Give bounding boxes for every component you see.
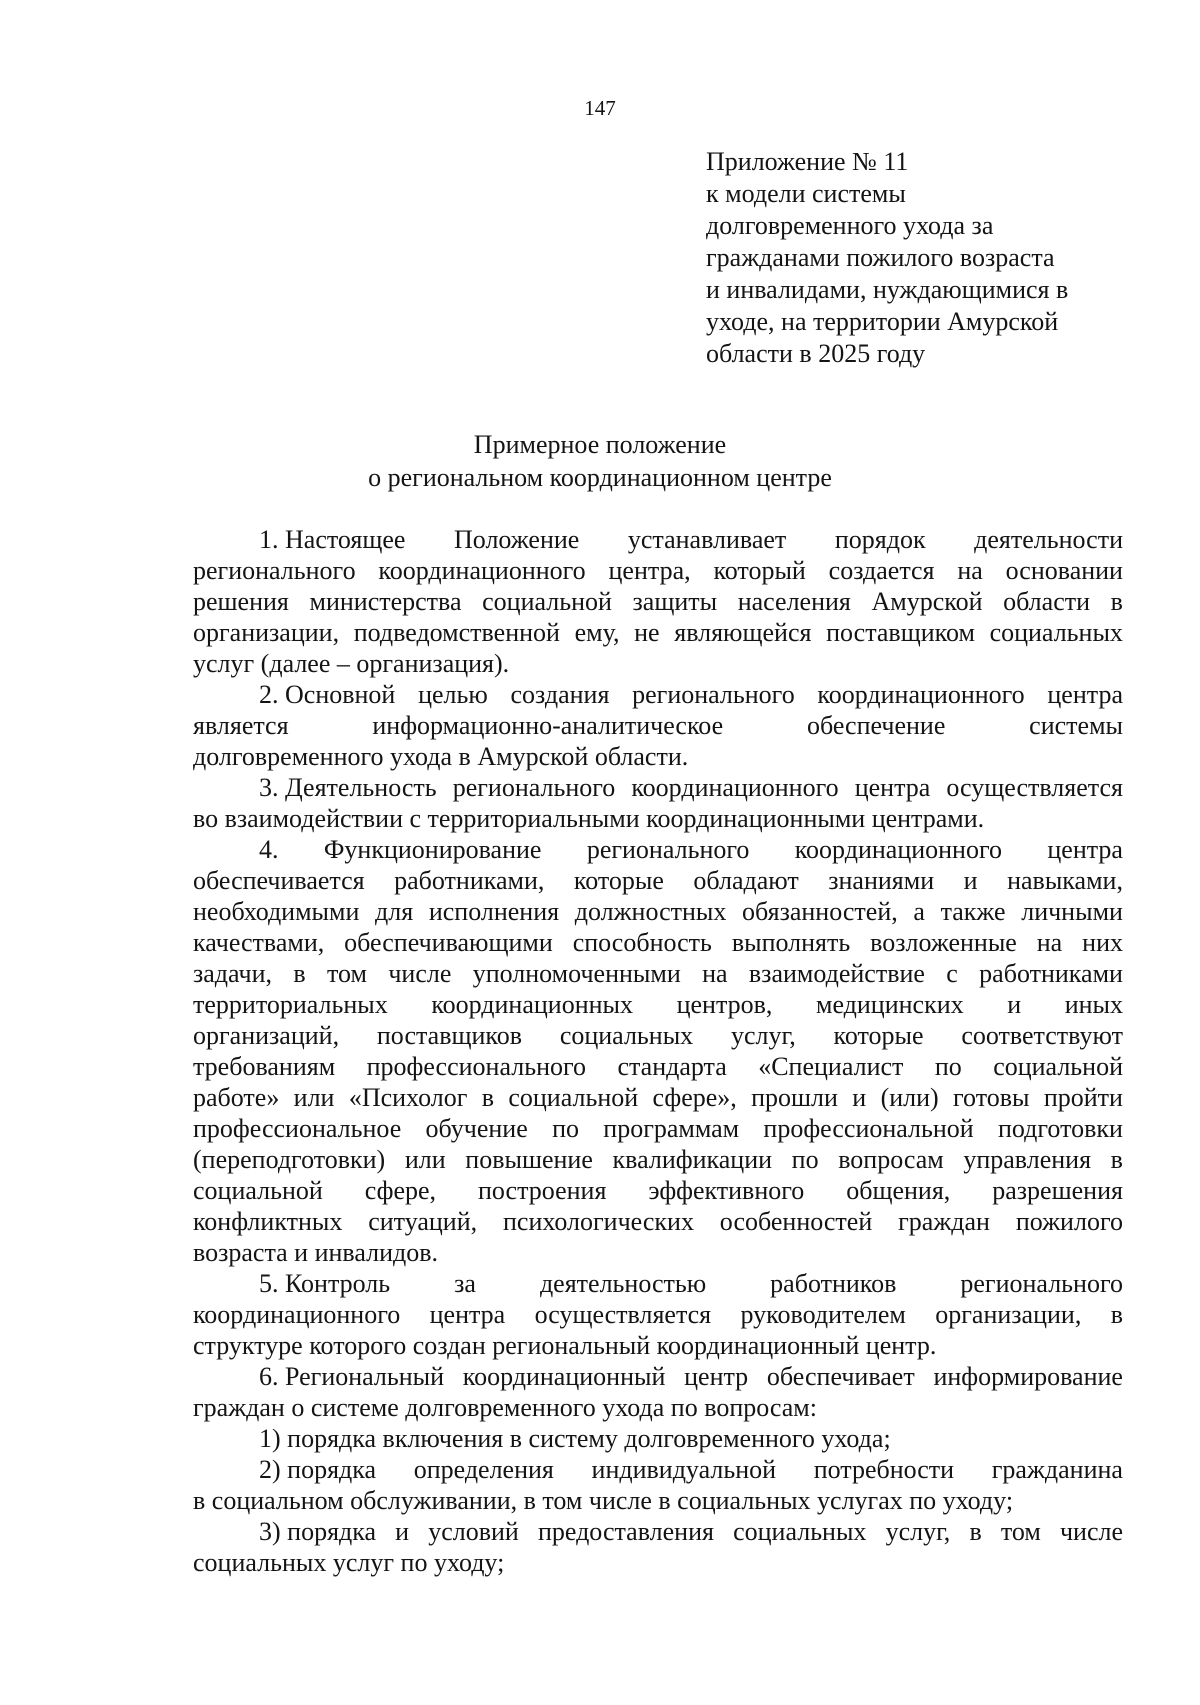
- annex-line: долговременного ухода за: [706, 211, 994, 240]
- paragraph-line: [193, 896, 1123, 927]
- word: целью: [418, 680, 488, 709]
- word: социальной: [193, 1176, 323, 1205]
- word: обеспечивается: [193, 866, 365, 895]
- word: гражданина: [991, 1455, 1123, 1484]
- word: координационный: [462, 1362, 666, 1391]
- word: информирование: [933, 1362, 1123, 1391]
- word: 3) порядка: [259, 1517, 377, 1546]
- word: деятельностью: [539, 1269, 707, 1298]
- word: социальной: [508, 1083, 639, 1112]
- paragraph-line: [193, 1206, 1123, 1237]
- word: центра: [429, 1300, 506, 1329]
- paragraph: [193, 524, 1123, 679]
- word: обладают: [693, 866, 799, 895]
- word: условий: [428, 1517, 519, 1546]
- word: социальных: [733, 1517, 867, 1546]
- annex-line: Приложение № 11: [706, 147, 909, 176]
- word: организации,: [193, 618, 340, 647]
- word: взаимодействие: [748, 959, 925, 988]
- word: уполномоченными: [472, 959, 681, 988]
- word: навыками,: [1007, 866, 1123, 895]
- page-number: 147: [584, 96, 616, 120]
- word: устанавливает: [627, 525, 787, 554]
- word: координационного: [794, 835, 1002, 864]
- paragraph-line: социальных услуг по уходу;: [193, 1548, 505, 1577]
- paragraph-line: [193, 555, 1123, 586]
- word: в: [1110, 587, 1123, 616]
- word: 3. Деятельность: [259, 773, 437, 802]
- word: знаниями: [828, 866, 935, 895]
- word: возложенные: [870, 928, 1017, 957]
- annex-header: [706, 146, 1126, 370]
- word: центра: [854, 773, 931, 802]
- paragraph-line: [193, 1516, 1123, 1547]
- paragraph-line: граждан о системе долговременного ухода по вопросам:: [193, 1393, 817, 1422]
- word: в: [481, 1083, 494, 1112]
- word: обеспечивает: [766, 1362, 915, 1391]
- word: в: [1110, 1145, 1123, 1174]
- paragraph-line: в социальном обслуживании, в том числе в социальных услугах по уходу;: [193, 1486, 1014, 1515]
- word: координационных: [431, 990, 634, 1019]
- paragraph-line: структуре которого создан региональный координационный центр.: [193, 1331, 937, 1360]
- word: эффективного: [648, 1176, 805, 1205]
- word: способность: [572, 928, 712, 957]
- word: них: [1082, 928, 1123, 957]
- word: порядок: [834, 525, 926, 554]
- word: поставщиков: [376, 1021, 523, 1050]
- paragraph-line: [193, 710, 1123, 741]
- word: руководителем: [740, 1300, 906, 1329]
- word: регионального: [960, 1269, 1123, 1298]
- word: социальной: [482, 587, 612, 616]
- word: для: [375, 897, 414, 926]
- word: управления: [963, 1145, 1092, 1174]
- word: прошли: [751, 1083, 838, 1112]
- word: и: [1007, 990, 1022, 1019]
- word: на: [957, 556, 983, 585]
- paragraph-line: [193, 1113, 1123, 1144]
- word: на: [702, 959, 728, 988]
- word: системы: [1029, 711, 1123, 740]
- word: качествами,: [193, 928, 325, 957]
- word: «Специалист: [758, 1052, 904, 1081]
- word: 1. Настоящее: [259, 525, 406, 554]
- word: «Психолог: [348, 1083, 468, 1112]
- paragraph-line: 1) порядка включения в систему долговременного ухода;: [259, 1424, 891, 1453]
- word: услуг,: [885, 1517, 951, 1546]
- word: программам: [603, 1114, 740, 1143]
- paragraph-line: [193, 617, 1123, 648]
- word: выполнять: [731, 928, 851, 957]
- word: не: [634, 618, 660, 647]
- word: создается: [828, 556, 935, 585]
- paragraph-line: [193, 1454, 1123, 1485]
- word: числе: [388, 959, 452, 988]
- word: профессионального: [366, 1052, 586, 1081]
- word: деятельности: [974, 525, 1123, 554]
- paragraph-line: [193, 1082, 1123, 1113]
- word: 2) порядка: [259, 1455, 377, 1484]
- word: квалификации: [612, 1145, 773, 1174]
- word: должностных: [574, 897, 727, 926]
- word: 6. Региональный: [259, 1362, 445, 1391]
- word: координационного: [631, 773, 839, 802]
- paragraph: [193, 1423, 1123, 1454]
- word: по: [791, 1145, 819, 1174]
- word: создания: [510, 680, 610, 709]
- word: министерства: [309, 587, 462, 616]
- document-title: [0, 428, 1200, 494]
- word: обязанностей,: [742, 897, 898, 926]
- word: требованиям: [193, 1052, 336, 1081]
- paragraph-line: возраста и инвалидов.: [193, 1238, 439, 1267]
- word: том: [1000, 1517, 1041, 1546]
- paragraph: [193, 1361, 1123, 1423]
- word: а: [913, 897, 925, 926]
- word: 4.: [259, 835, 279, 864]
- word: регионального: [193, 556, 356, 585]
- word: определения: [413, 1455, 554, 1484]
- word: профессиональной: [763, 1114, 974, 1143]
- word: и: [963, 866, 978, 895]
- word: на: [1036, 928, 1063, 957]
- word: по: [934, 1052, 962, 1081]
- word: в: [293, 959, 306, 988]
- word: области: [1003, 587, 1091, 616]
- word: подготовки: [998, 1114, 1123, 1143]
- word: населения: [737, 587, 851, 616]
- word: социальных: [989, 618, 1123, 647]
- word: общения,: [846, 1176, 951, 1205]
- word: 5. Контроль: [259, 1269, 391, 1298]
- word: психологических: [503, 1207, 694, 1236]
- word: личными: [1021, 897, 1123, 926]
- paragraph-line: [193, 1268, 1123, 1299]
- word: которые: [833, 1021, 924, 1050]
- annex-line: и инвалидами, нуждающимися в: [706, 275, 1069, 304]
- word: центра: [1047, 835, 1123, 864]
- word: и: [395, 1517, 410, 1546]
- word: иных: [1064, 990, 1123, 1019]
- paragraph: [193, 1454, 1123, 1516]
- annex-line: гражданами пожилого возраста: [706, 243, 1055, 272]
- word: соответствуют: [961, 1021, 1123, 1050]
- paragraph-line: [193, 989, 1123, 1020]
- word: информационно-аналитическое: [372, 711, 724, 740]
- word: или: [404, 1145, 446, 1174]
- paragraph-line: [193, 1051, 1123, 1082]
- word: которые: [573, 866, 664, 895]
- word: потребности: [813, 1455, 955, 1484]
- annex-line: к модели системы: [706, 179, 906, 208]
- paragraph-line: [193, 834, 1123, 865]
- word: регионального: [452, 773, 616, 802]
- word: индивидуальной: [591, 1455, 777, 1484]
- word: в: [1110, 1300, 1123, 1329]
- word: работниками: [979, 959, 1123, 988]
- word: являющейся: [674, 618, 812, 647]
- word: или: [293, 1083, 335, 1112]
- word: центр: [684, 1362, 749, 1391]
- word: Функционирование: [323, 835, 542, 864]
- word: ситуаций,: [368, 1207, 478, 1236]
- word: пройти: [1043, 1083, 1123, 1112]
- word: обеспечение: [806, 711, 946, 740]
- word: регионального: [632, 680, 795, 709]
- paragraph-line: [193, 1020, 1123, 1051]
- word: и: [852, 1083, 867, 1112]
- paragraph-line: [193, 865, 1123, 896]
- annex-line: уходе, на территории Амурской: [706, 307, 1059, 336]
- title-line: о региональном координационном центре: [368, 463, 832, 492]
- word: Амурской: [871, 587, 983, 616]
- word: координационного: [193, 1300, 401, 1329]
- word: осуществляется: [534, 1300, 712, 1329]
- word: готовы: [953, 1083, 1030, 1112]
- title-line: Примерное положение: [473, 430, 727, 459]
- word: координационного: [817, 680, 1025, 709]
- word: защиты: [632, 587, 718, 616]
- word: сфере,: [364, 1176, 437, 1205]
- word: поставщиком: [826, 618, 975, 647]
- word: по: [552, 1114, 579, 1143]
- paragraph-line: [193, 1361, 1123, 1392]
- word: том: [327, 959, 367, 988]
- word: работников: [770, 1269, 897, 1298]
- word: за: [454, 1269, 476, 1298]
- word: социальных: [559, 1021, 694, 1050]
- annex-line: области в 2025 году: [706, 339, 926, 368]
- word: (или): [880, 1083, 939, 1112]
- word: организаций,: [193, 1021, 340, 1050]
- word: в: [969, 1517, 982, 1546]
- word: ему,: [574, 618, 620, 647]
- word: социальной: [993, 1052, 1123, 1081]
- word: пожилого: [1015, 1207, 1123, 1236]
- paragraph-line: [193, 1299, 1123, 1330]
- word: является: [193, 711, 289, 740]
- word: особенностей: [719, 1207, 873, 1236]
- word: решения: [193, 587, 289, 616]
- word: основании: [1005, 556, 1123, 585]
- word: (переподготовки): [193, 1145, 386, 1174]
- paragraph: [193, 679, 1123, 772]
- word: регионального: [586, 835, 750, 864]
- word: исполнения: [428, 897, 560, 926]
- word: разрешения: [992, 1176, 1123, 1205]
- word: с: [946, 959, 958, 988]
- paragraph: [193, 1516, 1123, 1578]
- word: необходимыми: [193, 897, 360, 926]
- paragraph-line: услуг (далее – организация).: [193, 649, 510, 678]
- paragraph-line: [193, 1175, 1123, 1206]
- word: организации,: [935, 1300, 1082, 1329]
- paragraph: [193, 834, 1123, 1268]
- word: предоставления: [537, 1517, 714, 1546]
- word: построения: [478, 1176, 607, 1205]
- word: услуг,: [730, 1021, 796, 1050]
- word: задачи,: [193, 959, 273, 988]
- paragraph: [193, 1268, 1123, 1361]
- paragraph-line: долговременного ухода в Амурской области.: [193, 742, 689, 771]
- word: повышение: [465, 1145, 593, 1174]
- paragraph-line: [193, 679, 1123, 710]
- word: работе»: [193, 1083, 280, 1112]
- paragraph-line: [193, 958, 1123, 989]
- paragraph-line: [193, 1144, 1123, 1175]
- word: Положение: [454, 525, 580, 554]
- word: медицинских: [816, 990, 964, 1019]
- word: обеспечивающими: [344, 928, 553, 957]
- word: конфликтных: [193, 1207, 343, 1236]
- word: также: [940, 897, 1006, 926]
- word: работниками,: [394, 866, 545, 895]
- word: вопросам: [838, 1145, 944, 1174]
- word: территориальных: [193, 990, 388, 1019]
- word: который: [713, 556, 806, 585]
- word: сфере»,: [652, 1083, 737, 1112]
- paragraph: [193, 772, 1123, 834]
- paragraph-line: [193, 586, 1123, 617]
- word: стандарта: [617, 1052, 727, 1081]
- word: осуществляется: [946, 773, 1123, 802]
- word: числе: [1059, 1517, 1123, 1546]
- word: центра,: [608, 556, 691, 585]
- word: центров,: [676, 990, 773, 1019]
- word: обучение: [425, 1114, 528, 1143]
- word: центра: [1047, 680, 1123, 709]
- paragraph-line: [193, 927, 1123, 958]
- word: граждан: [898, 1207, 990, 1236]
- word: профессиональное: [193, 1114, 402, 1143]
- paragraph-line: во взаимодействии с территориальными координационными центрами.: [193, 804, 985, 833]
- word: координационного: [378, 556, 586, 585]
- document-body: [193, 524, 1123, 1578]
- paragraph-line: [193, 524, 1123, 555]
- word: 2. Основной: [259, 680, 396, 709]
- paragraph-line: [193, 772, 1123, 803]
- word: подведомственной: [353, 618, 560, 647]
